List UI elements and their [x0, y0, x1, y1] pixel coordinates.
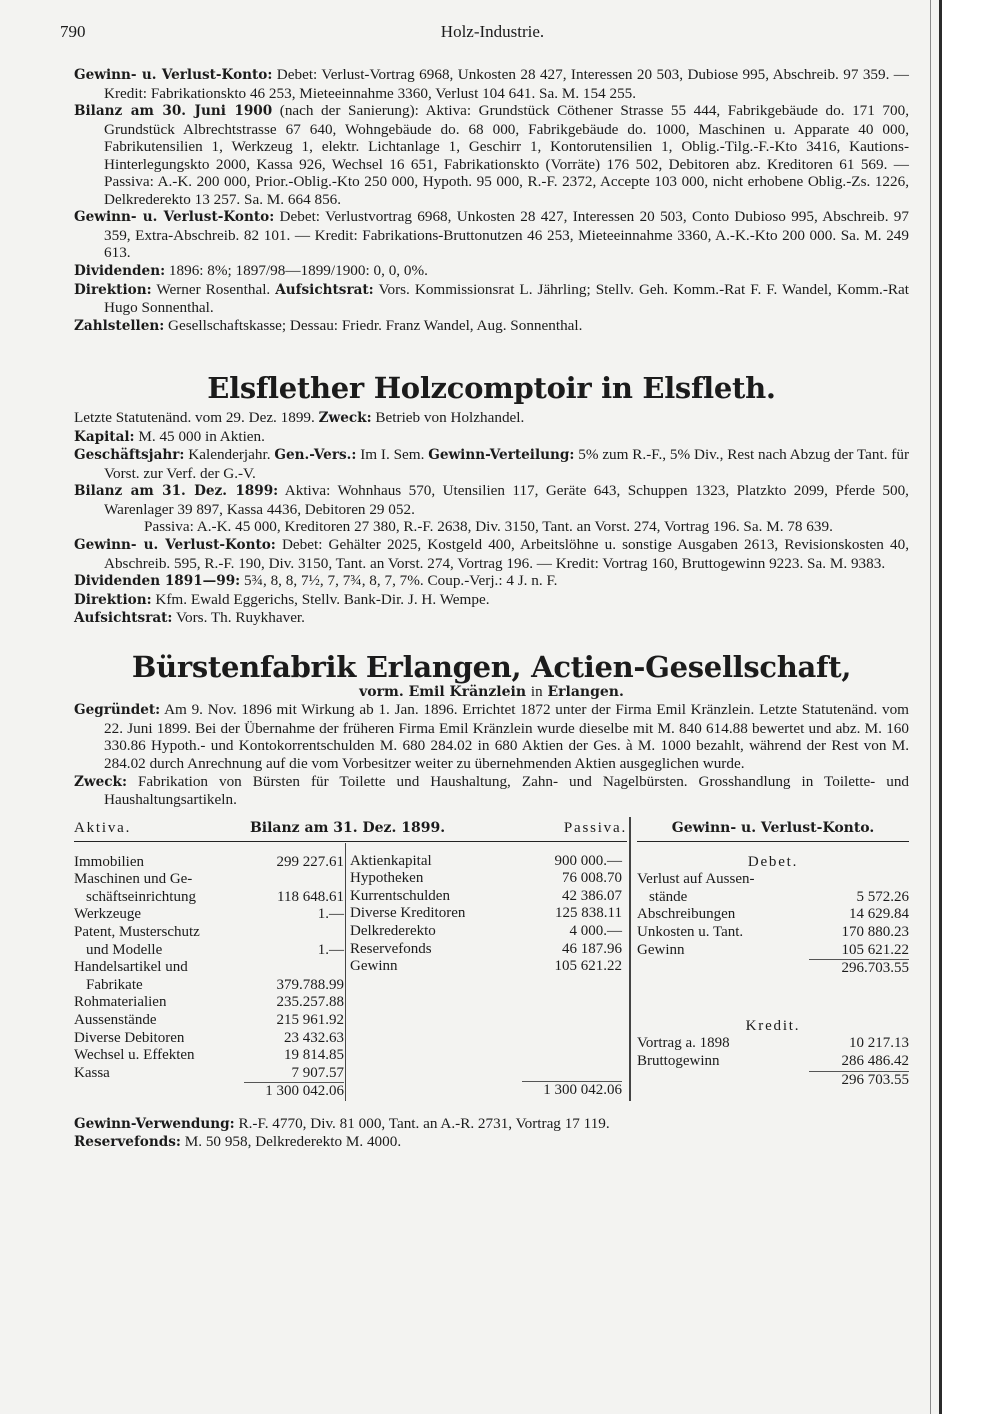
kredit-row-label: Vortrag a. 1898 [637, 1035, 730, 1052]
passiva-row [350, 941, 622, 959]
aktiva-row-amount: 235.257.88 [276, 994, 344, 1011]
aktiva-row-label: Diverse Debitoren [74, 1029, 185, 1046]
binding-rule-inner [930, 0, 931, 1414]
aktiva-row-label: Patent, Musterschutz [74, 923, 200, 940]
aktiva-row [74, 1047, 344, 1065]
debet-row-amount: 14 629.84 [849, 906, 909, 923]
kredit-row [637, 1053, 909, 1071]
aktiva-row-label: Handelsartikel und [74, 959, 188, 976]
entry-statuten-zweck: Letzte Statutenänd. vom 29. Dez. 1899. Zweck: Betrieb von Holzhandel. [74, 409, 525, 427]
aktiva-total-row: 1 300 042.06 [74, 1082, 344, 1101]
passiva-row-label: Delkrederekto [350, 922, 436, 939]
entry-bilanz-1900: Bilanz am 30. Juni 1900 (nach der Sanierung): Aktiva: Grundstück Cöthener Strasse 55 444, Fabrikgebäude do. 171 700, Grundstück Albrechtstrasse 67 640, Wohngebäude do. 68 000, Fabrikgebäude do. 1000, Maschinen u. Apparate 40 000, Fabrikutensilien 1, Werkzeug 1, elektr. Lichtanlage 1, Geschirr 1, Kontorutensilien 1, Oblig.-Tilg.-F.-Kto 3416, Kautions-Hinterlegungskto 2000, Kassa 926, Wechsel 16 651, Fabrikationskto (Vorräte) 176 502, Debitoren abz. Kreditoren 61 569. — Passiva: A.-K. 200 000, Prior.-Oblig.-Kto 250 000, Hypoth. 95 000, R.-F. 2372, Accepte 103 000, nicht erhobene Oblig.-Zs. 1226, Delkrederekto 13 257. Sa. M. 664 856. [74, 102, 910, 208]
entry-gegruendet: Gegründet: Am 9. Nov. 1896 mit Wirkung ab 1. Jan. 1896. Errichtet 1872 unter der Firma Emil Kränzlein. Letzte Statutenänd. vom 22. Juni 1899. Bei der Übernahme der früheren Firma Emil Kränzlein wurde dieselbe mit M. 840 614.88 bewertet und abz. M. 160 330.86 Hypoth.- und Kontokorrentschulden M. 680 284.02 in 680 Aktien der Ges. à M. 1000 bezahlt, während der Rest von M. 284.02 durch Anrechnung auf die vom Vorbesitzer weiter zu übernehmenden Aktien ausgeglichen wurde. [74, 701, 909, 772]
aktiva-row-label: und Modelle [86, 941, 163, 958]
passiva-row-label: Gewinn [350, 958, 398, 975]
entry-direktion-1: Direktion: Werner Rosenthal. Aufsichtsrat: Vors. Kommissionsrat L. Jährling; Stellv. Geh. Komm.-Rat F. F. Wandel, Komm.-Rat Hugo Sonnenthal. [74, 280, 909, 317]
debet-row-amount: 170 880.23 [841, 923, 909, 940]
passiva-row [350, 888, 622, 906]
entry-bilanz-1899-passiva: Passiva: A.-K. 45 000, Kreditoren 27 380, R.-F. 2638, Div. 3150, Tant. an Vorst. 274, Vortrag 196. Sa. M. 78 639. [144, 518, 833, 536]
passiva-row-label: Diverse Kreditoren [350, 905, 466, 922]
company-heading-elsfleth: Elsflether Holzcomptoir in Elsfleth. [207, 371, 776, 406]
entry-geschaeftsjahr: Geschäftsjahr: Kalenderjahr. Gen.-Vers.: Im I. Sem. Gewinn-Verteilung: 5% zum R.-F., 5% Div., Rest nach Abzug der Tant. für Vorst. zur Verf. der G.-V. [74, 446, 910, 482]
debet-row-amount: 105 621.22 [841, 941, 909, 958]
page-number: 790 [60, 22, 86, 41]
aktiva-row [74, 1065, 344, 1083]
debet-row [637, 942, 909, 960]
entry-gewinn-verlust-elsfleth: Gewinn- u. Verlust-Konto: Debet: Gehälter 2025, Kostgeld 400, Arbeitslöhne u. sonstige Ausgaben 2613, Revisionskosten 40, Abschreib. 595, R.-F. 190, Div. 3150, Tant. an Vorst. 274, Vortrag 196. — Kredit: Vortrag 160, Bruttogewinn 9223. Sa. M. 9383. [74, 536, 909, 572]
passiva-row-label: Reservefonds [350, 940, 432, 957]
aktiva-row-amount: 215 961.92 [276, 1011, 344, 1028]
aktiva-row [74, 871, 344, 889]
kredit-row-label: Bruttogewinn [637, 1052, 720, 1069]
debet-rows [637, 871, 909, 959]
entry-dividenden-1: Dividenden: 1896: 8%; 1897/98—1899/1900: 0, 0, 0%. [74, 262, 428, 280]
aktiva-row [74, 889, 344, 907]
aktiva-row-amount: 379.788.99 [276, 976, 344, 993]
passiva-row [350, 870, 622, 888]
aktiva-row-label: Fabrikate [86, 976, 143, 993]
aktiva-row-amount: 1.— [317, 906, 344, 923]
passiva-row-amount: 4 000.— [569, 922, 622, 939]
aktiva-row-label: Maschinen und Ge- [74, 871, 193, 888]
aktiva-row [74, 994, 344, 1012]
passiva-row-amount: 46 187.96 [562, 940, 622, 957]
running-title: Holz-Industrie. [440, 22, 545, 41]
debet-total-row: 296.703.55 [637, 959, 909, 978]
aktiva-row-label: Immobilien [74, 853, 144, 870]
bilanz-header-row: Aktiva. Bilanz am 31. Dez. 1899. Passiva. [74, 817, 627, 842]
aktiva-row-label: schäftseinrichtung [86, 888, 196, 905]
passiva-row-amount: 76 008.70 [562, 870, 622, 887]
balance-sheet-table [74, 817, 909, 1105]
guv-column [637, 817, 909, 1090]
aktiva-row-label: Werkzeuge [74, 906, 142, 923]
passiva-row [350, 923, 622, 941]
debet-row-label: Abschreibungen [637, 906, 736, 923]
aktiva-divider [345, 843, 346, 1101]
entry-gewinn-verlust-2: Gewinn- u. Verlust-Konto: Debet: Verlustvortrag 6968, Unkosten 28 427, Interessen 20 503, Conto Dubioso 995, Abschreib. 97 359, Extra-Abschreib. 82 101. — Kredit: Fabrikations-Bruttonutzen 46 253, Mieteeinnahme 3360, A.-K.-Kto 200 000. Sa. M. 249 613. [74, 208, 909, 262]
page-content [74, 66, 909, 1152]
entry-gewinn-verlust-1: Gewinn- u. Verlust-Konto: Debet: Verlust-Vortrag 6968, Unkosten 28 427, Interessen 20 503, Dubiose 995, Abschreib. 97 359. — Kredit: Fabrikationskto 46 253, Mieteeinnahme 3360, Verlust 104 641. Sa. M. 154 255. [74, 66, 909, 102]
aktiva-row-label: Wechsel u. Effekten [74, 1047, 195, 1064]
entry-kapital: Kapital: M. 45 000 in Aktien. [74, 427, 265, 445]
entry-direktion-elsfleth: Direktion: Kfm. Ewald Eggerichs, Stellv. Bank-Dir. J. H. Wempe. [74, 590, 490, 608]
company-subheading-erlangen: vorm. Emil Kränzlein in Erlangen. [359, 683, 624, 700]
kredit-heading: Kredit. [745, 1017, 801, 1034]
binding-rule [939, 0, 942, 1414]
passiva-row [350, 905, 622, 923]
entry-gewinn-verwendung: Gewinn-Verwendung: R.-F. 4770, Div. 81 000, Tant. an A.-R. 2731, Vortrag 17 119. [74, 1114, 610, 1132]
debet-row-amount: 5 572.26 [856, 888, 909, 905]
running-header [60, 22, 925, 46]
aktiva-rows [74, 854, 344, 1083]
passiva-row-label: Aktienkapital [350, 852, 432, 869]
kredit-row-amount: 10 217.13 [849, 1035, 909, 1052]
aktiva-row [74, 977, 344, 995]
entry-zweck-erlangen: Zweck: Fabrikation von Bürsten für Toilette und Haushaltung, Zahn- und Nagelbürsten. Grosshandlung in Toilette- und Haushaltungsartikeln. [74, 772, 910, 809]
kredit-rows [637, 1035, 909, 1070]
aktiva-row-amount: 23 432.63 [284, 1029, 344, 1046]
entry-bilanz-1899-aktiva: Bilanz am 31. Dez. 1899: Aktiva: Wohnhaus 570, Utensilien 117, Geräte 643, Schuppen 1323, Platzkto 2099, Pferde 500, Warenlager 39 897, Kassa 4436, Debitoren 29 052. [74, 482, 909, 518]
aktiva-row [74, 854, 344, 872]
aktiva-row-amount: 299 227.61 [276, 853, 344, 870]
debet-row [637, 924, 909, 942]
passiva-row [350, 853, 622, 871]
entry-zahlstellen-1: Zahlstellen: Gesellschaftskasse; Dessau: Friedr. Franz Wandel, Aug. Sonnenthal. [74, 316, 583, 334]
passiva-row-label: Hypotheken [350, 870, 424, 887]
passiva-rows [350, 853, 622, 976]
passiva-row-label: Kurrentschulden [350, 887, 450, 904]
passiva-row [350, 958, 622, 976]
company-heading-erlangen: Bürstenfabrik Erlangen, Actien-Gesellschaft, [131, 649, 852, 684]
debet-row-label: Gewinn [637, 941, 685, 958]
debet-row-label: Unkosten u. Tant. [637, 923, 744, 940]
aktiva-row [74, 924, 344, 942]
debet-row [637, 906, 909, 924]
debet-row [637, 889, 909, 907]
passiva-row-amount: 42 386.07 [562, 887, 622, 904]
entry-dividenden-elsfleth: Dividenden 1891—99: 5¾, 8, 8, 7½, 7, 7¾, 8, 7, 7%. Coup.-Verj.: 4 J. n. F. [74, 572, 558, 590]
passiva-row-amount: 105 621.22 [554, 958, 622, 975]
passiva-row-amount: 900 000.— [554, 852, 622, 869]
aktiva-row [74, 906, 344, 924]
kredit-row-amount: 286 486.42 [841, 1052, 909, 1069]
aktiva-row-amount: 1.— [317, 941, 344, 958]
bilanz-guv-divider [629, 817, 631, 1101]
debet-row-label: stände [649, 888, 688, 905]
aktiva-row-label: Rohmaterialien [74, 994, 167, 1011]
guv-header: Gewinn- u. Verlust-Konto. [637, 817, 909, 842]
passiva-total-row: 1 300 042.06 [350, 1081, 622, 1100]
aktiva-row-amount: 118 648.61 [277, 888, 344, 905]
aktiva-row-amount: 19 814.85 [284, 1047, 344, 1064]
aktiva-row-label: Aussenstände [74, 1011, 157, 1028]
aktiva-row [74, 942, 344, 960]
page-binding-margin [942, 0, 1000, 1414]
passiva-row-amount: 125 838.11 [555, 905, 622, 922]
debet-row-label: Verlust auf Aussen- [637, 871, 755, 888]
aktiva-row [74, 1030, 344, 1048]
kredit-total-row: 296 703.55 [637, 1071, 909, 1090]
passiva-column [350, 817, 622, 1100]
aktiva-row [74, 959, 344, 977]
entry-aufsichtsrat-elsfleth: Aufsichtsrat: Vors. Th. Ruykhaver. [74, 609, 305, 627]
kredit-row [637, 1035, 909, 1053]
aktiva-row-amount: 7 907.57 [291, 1064, 344, 1081]
debet-heading: Debet. [747, 853, 799, 870]
debet-row [637, 871, 909, 889]
aktiva-row-label: Kassa [74, 1064, 110, 1081]
aktiva-row [74, 1012, 344, 1030]
entry-reservefonds: Reservefonds: M. 50 958, Delkrederekto M. 4000. [74, 1133, 402, 1151]
